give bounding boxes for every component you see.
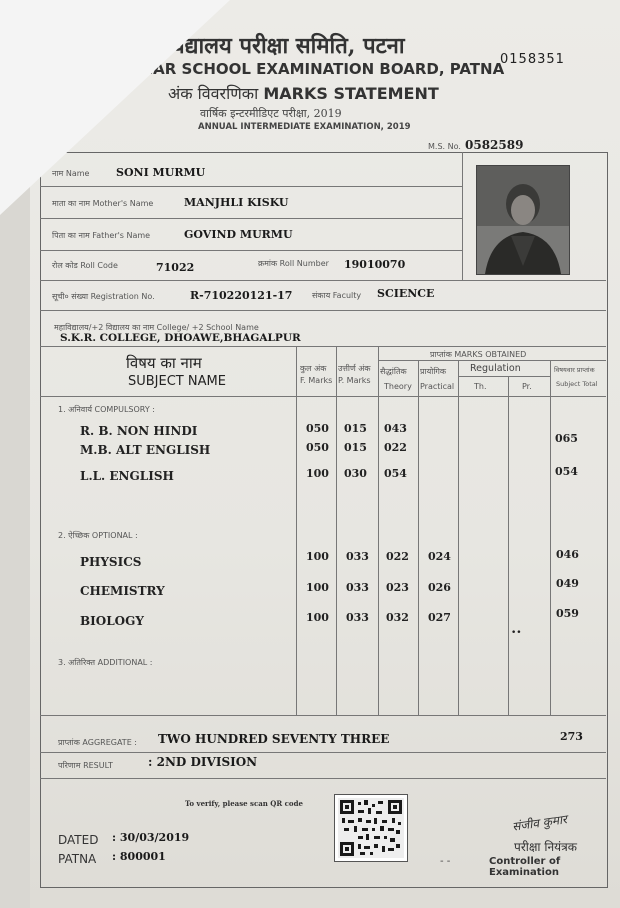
result-label: परिणाम RESULT xyxy=(58,761,113,770)
ms-number: 0582589 xyxy=(465,138,524,152)
exam-title-english: ANNUAL INTERMEDIATE EXAMINATION, 2019 xyxy=(198,122,411,132)
theory-marks: 023 xyxy=(386,581,409,594)
practical-marks: 027 xyxy=(428,611,451,624)
qr-code[interactable] xyxy=(335,795,407,861)
student-name: SONI MURMU xyxy=(116,166,206,179)
registration-number: R-710220121-17 xyxy=(190,289,293,302)
separator-dash: - - xyxy=(440,856,451,867)
pass-marks: 033 xyxy=(346,550,369,563)
theory-header: Theory xyxy=(384,382,412,391)
aggregate-label: प्राप्तांक AGGREGATE : xyxy=(58,738,137,747)
regulation-header: Regulation xyxy=(470,363,521,374)
statement-title-english: MARKS STATEMENT xyxy=(263,84,439,103)
college-label: महाविद्यालय/+2 विद्यालय का नाम College/ +2 School Name xyxy=(54,323,259,332)
subject-name: M.B. ALT ENGLISH xyxy=(80,443,211,457)
board-name-hindi: र विद्यालय परीक्षा समिति, पटना xyxy=(150,33,405,59)
theory-marks: 022 xyxy=(384,441,407,454)
additional-section-label: 3. अतिरिक्त ADDITIONAL : xyxy=(58,658,153,667)
theory-marks: 054 xyxy=(384,467,407,480)
pass-marks: 033 xyxy=(346,581,369,594)
controller-title: Controller of Examination xyxy=(489,856,561,878)
theory-marks: 043 xyxy=(384,422,407,435)
regulation-theory-header: Th. xyxy=(474,382,487,391)
pass-marks-header: P. Marks xyxy=(338,376,371,385)
roll-code: 71022 xyxy=(156,261,195,274)
subject-total-header: Subject Total xyxy=(556,380,598,388)
dated-label: DATED xyxy=(58,833,99,847)
controller-title-hindi: परीक्षा नियंत्रक xyxy=(514,840,577,854)
pass-marks: 033 xyxy=(346,611,369,624)
practical-header: Practical xyxy=(420,382,455,391)
statement-title-hindi: अंक विवरणिका xyxy=(168,84,259,103)
full-marks-header-hindi: कुल अंक xyxy=(300,364,327,373)
place-label: PATNA xyxy=(58,852,97,866)
subject-name: CHEMISTRY xyxy=(80,584,165,598)
pass-marks: 015 xyxy=(344,441,367,454)
marks-obtained-header: प्राप्तांक MARKS OBTAINED xyxy=(430,350,527,359)
full-marks: 100 xyxy=(306,581,329,594)
mother-name-label: माता का नाम Mother's Name xyxy=(52,199,154,208)
practical-marks: 026 xyxy=(428,581,451,594)
regulation-practical-header: Pr. xyxy=(522,382,532,391)
subject-name: R. B. NON HINDI xyxy=(80,424,198,438)
ms-label: M.S. No. xyxy=(428,142,461,151)
subject-total-header-hindi: विषयवार प्राप्तांक xyxy=(554,366,595,374)
full-marks: 100 xyxy=(306,611,329,624)
pass-marks: 015 xyxy=(344,422,367,435)
college-name: S.K.R. COLLEGE, DHOAWE,BHAGALPUR xyxy=(60,332,301,344)
practical-marks: 024 xyxy=(428,550,451,563)
pass-marks-header-hindi: उत्तीर्ण अंक xyxy=(338,364,371,373)
controller-signature: संजीव कुमार xyxy=(511,812,568,834)
folded-corner xyxy=(0,0,230,215)
subject-total: 046 xyxy=(556,548,579,561)
roll-number: 19010070 xyxy=(344,258,406,271)
father-name: GOVIND MURMU xyxy=(184,228,293,241)
full-marks: 050 xyxy=(306,441,329,454)
full-marks: 100 xyxy=(306,550,329,563)
compulsory-section-label: 1. अनिवार्य COMPULSORY : xyxy=(58,405,155,414)
verify-note: To verify, please scan QR code xyxy=(185,799,303,808)
optional-section-label: 2. ऐच्छिक OPTIONAL : xyxy=(58,531,138,540)
subject-name: BIOLOGY xyxy=(80,614,144,628)
aggregate-in-words: TWO HUNDRED SEVENTY THREE xyxy=(158,732,390,746)
board-name-english: IHAR SCHOOL EXAMINATION BOARD, PATNA xyxy=(135,60,505,78)
student-photo xyxy=(476,165,570,275)
mother-name: MANJHLI KISKU xyxy=(184,196,289,209)
subject-total: 054 xyxy=(555,465,578,478)
theory-header-hindi: सैद्धांतिक xyxy=(380,367,407,376)
serial-number: 0158351 xyxy=(500,52,565,67)
roll-number-label: क्रमांक Roll Number xyxy=(258,259,329,268)
subject-total: 065 xyxy=(555,432,578,445)
registration-label: सूची० संख्या Registration No. xyxy=(52,292,155,301)
issue-date: : 30/03/2019 xyxy=(112,831,190,844)
full-marks-header: F. Marks xyxy=(300,376,333,385)
place-code: : 800001 xyxy=(112,850,166,863)
regulation-marker: •• xyxy=(511,628,522,638)
subject-name: L.L. ENGLISH xyxy=(80,469,174,483)
subject-total: 049 xyxy=(556,577,579,590)
name-label: नाम Name xyxy=(52,169,90,178)
aggregate-total: 273 xyxy=(560,730,583,743)
faculty: SCIENCE xyxy=(377,287,435,300)
pass-marks: 030 xyxy=(344,467,367,480)
faculty-label: संकाय Faculty xyxy=(312,291,362,300)
exam-title-hindi: वार्षिक इन्टरमीडिएट परीक्षा, 2019 xyxy=(200,107,342,120)
practical-header-hindi: प्रायोगिक xyxy=(420,367,447,376)
full-marks: 050 xyxy=(306,422,329,435)
subject-total: 059 xyxy=(556,607,579,620)
subject-header-english: SUBJECT NAME xyxy=(128,374,226,389)
theory-marks: 022 xyxy=(386,550,409,563)
full-marks: 100 xyxy=(306,467,329,480)
father-name-label: पिता का नाम Father's Name xyxy=(52,231,151,240)
subject-name: PHYSICS xyxy=(80,555,142,569)
theory-marks: 032 xyxy=(386,611,409,624)
roll-code-label: रोल कोड Roll Code xyxy=(52,261,118,270)
result-division: : 2ND DIVISION xyxy=(148,755,258,769)
subject-header-hindi: विषय का नाम xyxy=(126,354,202,372)
